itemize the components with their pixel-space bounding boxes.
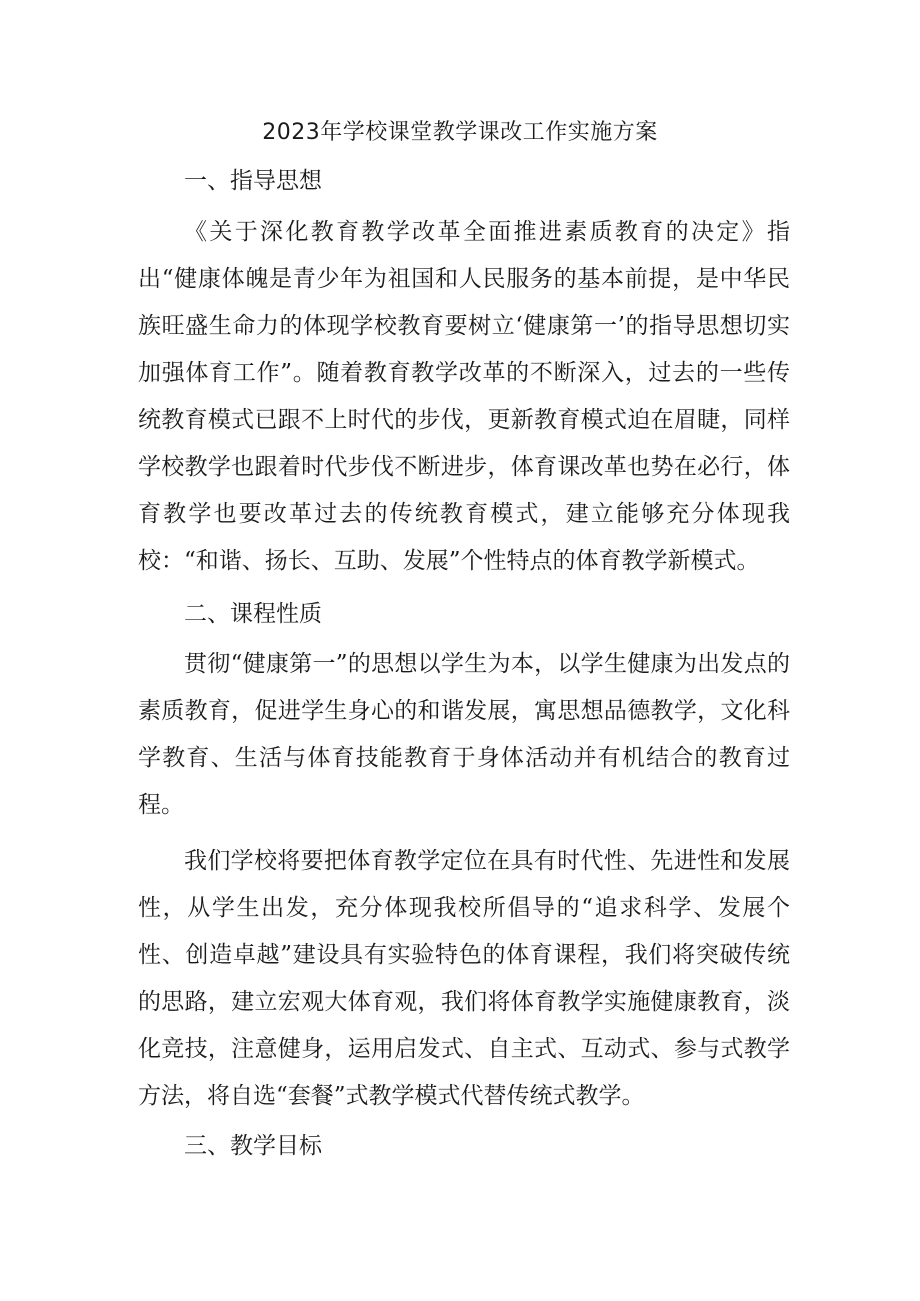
paragraph-guiding-ideology: 《关于深化教育教学改革全面推进素质教育的决定》指出“健康体魄是青少年为祖国和人民服务的基本前提，是中华民族旺盛生命力的体现学校教育要树立‘健康第一’的指导思想切实加强体育工作”。随着教育教学改革的不断深入，过去的一些传统教育模式已跟不上时代的步伐，更新教育模式迫在眉睫，同样学校教学也跟着时代步伐不断进步，体育课改革也势在必行，体育教学也要改革过去的传统教育模式，建立能够充分体现我校：“和谐、扬长、互助、发展”个性特点的体育教学新模式。 [138, 219, 790, 574]
paragraph-course-nature-1: 贯彻“健康第一”的思想以学生为本，以学生健康为出发点的素质教育，促进学生身心的和谐发展，寓思想品德教学，文化科学教育、生活与体育技能教育于身体活动并有机结合的教育过程。 [138, 651, 790, 818]
section-heading-guiding-ideology: 一、指导思想 [184, 168, 322, 194]
section-heading-course-nature: 二、课程性质 [184, 601, 322, 627]
paragraph-course-nature-2: 我们学校将要把体育教学定位在具有时代性、先进性和发展性，从学生出发，充分体现我校所倡导的“追求科学、发展个性、创造卓越”建设具有实验特色的体育课程，我们将突破传统的思路，建立宏观大体育观，我们将体育教学实施健康教育，淡化竞技，注意健身，运用启发式、自主式、互动式、参与式教学方法，将自选“套餐”式教学模式代替传统式教学。 [138, 848, 790, 1109]
document-title: 2023年学校课堂教学课改工作实施方案 [262, 120, 658, 145]
section-heading-teaching-goals: 三、教学目标 [184, 1133, 322, 1159]
